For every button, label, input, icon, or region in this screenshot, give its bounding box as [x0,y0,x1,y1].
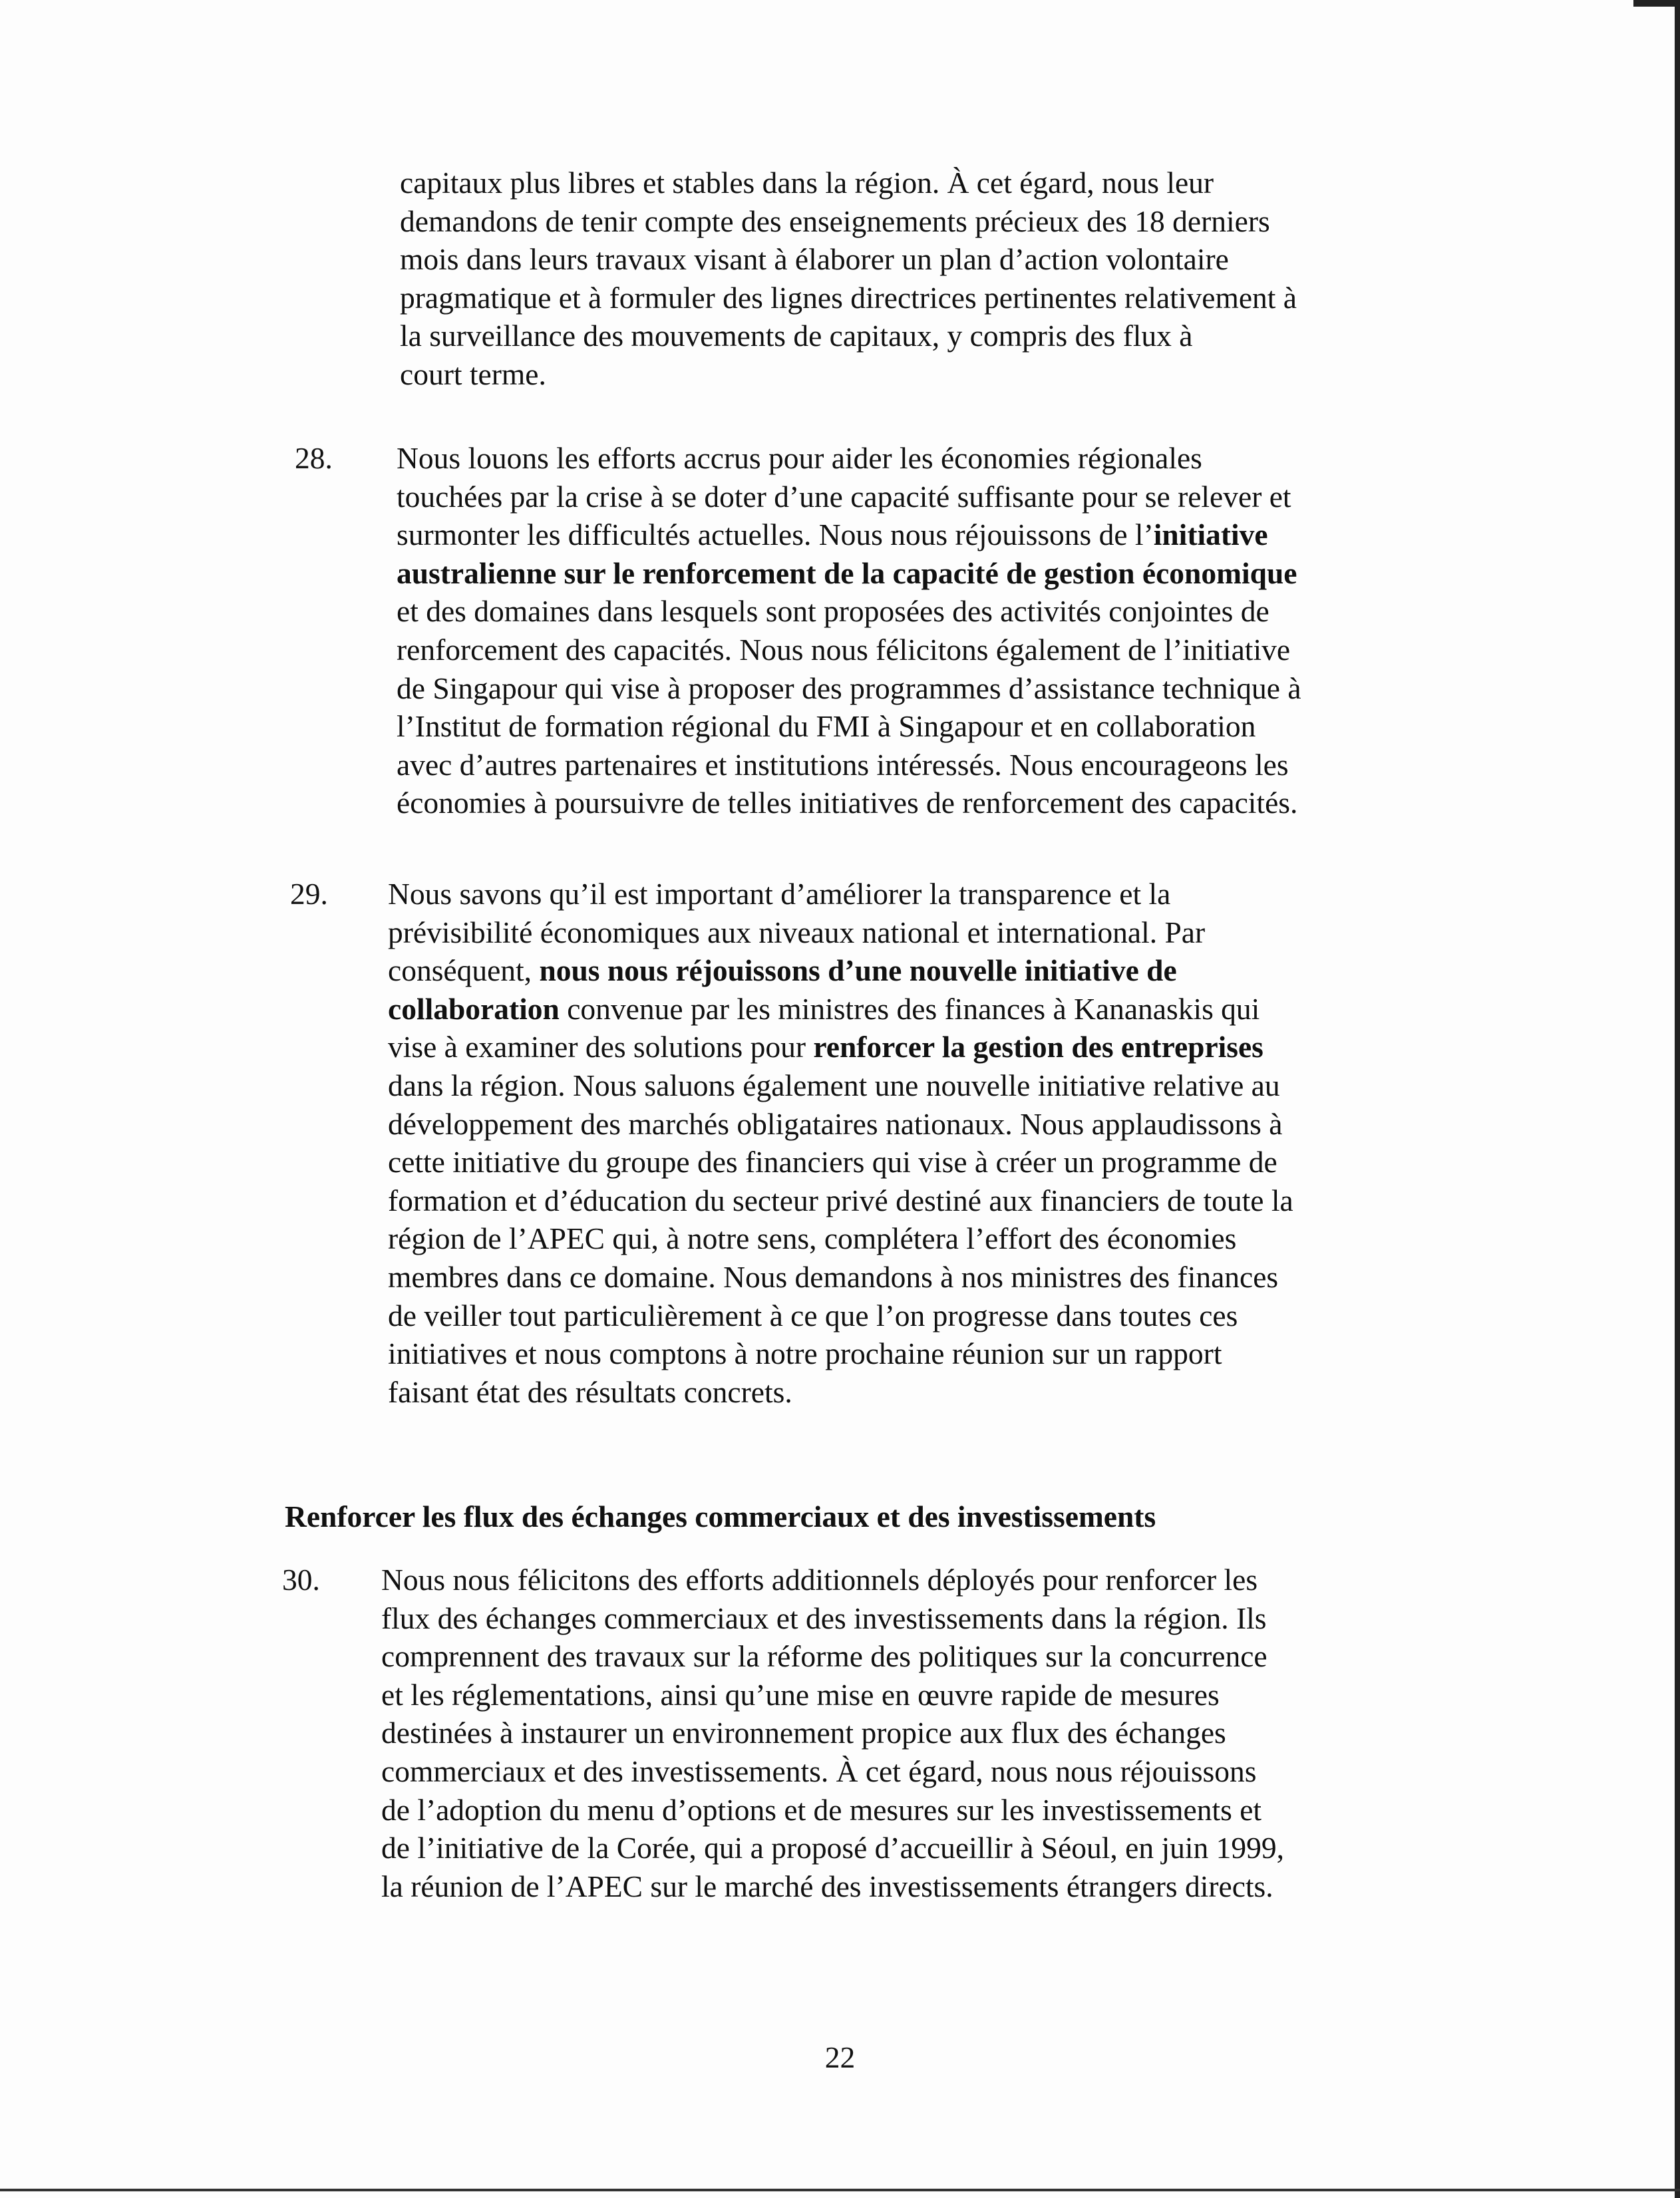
page-number: 22 [824,2040,856,2074]
bold-run: nous nous réjouissons d’une nouvelle initiative de [539,953,1177,988]
paragraph-30 [381,1561,1284,1905]
text-line: prévisibilité économiques aux niveaux national et international. Par [388,915,1206,949]
text-line: l’Institut de formation régional du FMI à Singapour et en collaboration [397,709,1256,744]
text-line: commerciaux et des investissements. À cet égard, nous nous réjouissons [381,1754,1257,1788]
continuation-paragraph [400,164,1297,394]
text-line: faisant état des résultats concrets. [388,1374,792,1409]
text-line: de Singapour qui vise à proposer des programmes d’assistance technique à [397,671,1301,705]
text-line: région de l’APEC qui, à notre sens, complétera l’effort des économies [388,1221,1237,1256]
text-line: court terme. [400,357,546,391]
text-line: la surveillance des mouvements de capitaux, y compris des flux à [400,319,1193,353]
text-line: de veiller tout particulièrement à ce que l’on progresse dans toutes ces [388,1298,1238,1333]
text-line: dans la région. Nous saluons également une nouvelle initiative relative au [388,1068,1280,1102]
text-line: économies à poursuivre de telles initiatives de renforcement des capacités. [397,786,1298,820]
text-line: membres dans ce domaine. Nous demandons à nos ministres des finances [388,1259,1279,1294]
text-line: demandons de tenir compte des enseignements précieux des 18 derniers [400,204,1270,238]
text-line: renforcement des capacités. Nous nous félicitons également de l’initiative [397,632,1291,667]
text-line [388,1028,1293,1066]
paragraph-number: 30. [282,1563,320,1597]
paragraph-29 [388,875,1293,1411]
text-line [397,516,1301,554]
text-line [397,554,1301,593]
bold-run: initiative [1153,518,1268,552]
paragraph-number: 29. [290,877,328,911]
text-line: pragmatique et à formuler des lignes directrices pertinentes relativement à [400,280,1297,315]
text-line: et les réglementations, ainsi qu’une mise en œuvre rapide de mesures [381,1677,1220,1712]
text-line: destinées à instaurer un environnement propice aux flux des échanges [381,1716,1226,1750]
text-line: flux des échanges commerciaux et des investissements dans la région. Ils [381,1601,1267,1635]
scan-edge-bottom [0,2189,1680,2191]
text-line: développement des marchés obligataires nationaux. Nous applaudissons à [388,1106,1283,1141]
bold-run: australienne sur le renforcement de la capacité de gestion économique [397,555,1297,590]
text-run: convenue par les ministres des finances à Kananaskis qui [559,991,1260,1026]
section-heading: Renforcer les flux des échanges commerciaux et des investissements [285,1499,1156,1533]
text-line [388,990,1293,1028]
text-line: initiatives et nous comptons à notre prochaine réunion sur un rapport [388,1336,1222,1371]
text-line: comprennent des travaux sur la réforme des politiques sur la concurrence [381,1639,1267,1674]
text-line: touchées par la crise à se doter d’une capacité suffisante pour se relever et [397,479,1291,514]
paragraph-28 [397,439,1301,822]
text-line: capitaux plus libres et stables dans la région. À cet égard, nous leur [400,166,1214,200]
text-line: Nous nous félicitons des efforts additionnels déployés pour renforcer les [381,1563,1258,1597]
text-run: vise à examiner des solutions pour [388,1030,814,1064]
text-run: conséquent, [388,953,540,988]
text-line: Nous savons qu’il est important d’améliorer la transparence et la [388,877,1171,911]
text-line: de l’adoption du menu d’options et de mesures sur les investissements et [381,1792,1262,1827]
text-line: Nous louons les efforts accrus pour aider les économies régionales [397,441,1202,475]
scan-edge-corner [1633,0,1680,7]
text-line: mois dans leurs travaux visant à élaborer un plan d’action volontaire [400,242,1229,277]
text-line [388,951,1293,990]
paragraph-number: 28. [295,441,333,475]
scan-edge [1675,0,1680,2198]
bold-run: collaboration [388,991,560,1026]
text-line: avec d’autres partenaires et institutions intéressés. Nous encourageons les [397,747,1289,782]
text-line: cette initiative du groupe des financiers qui vise à créer un programme de [388,1145,1277,1179]
text-run: surmonter les difficultés actuelles. Nous nous réjouissons de l’ [397,518,1154,552]
text-line: formation et d’éducation du secteur privé destiné aux financiers de toute la [388,1183,1293,1217]
text-line: de l’initiative de la Corée, qui a proposé d’accueillir à Séoul, en juin 1999, [381,1831,1285,1865]
bold-run: renforcer la gestion des entreprises [813,1030,1263,1064]
text-line: la réunion de l’APEC sur le marché des investissements étrangers directs. [381,1869,1273,1903]
text-line: et des domaines dans lesquels sont proposées des activités conjointes de [397,594,1269,629]
